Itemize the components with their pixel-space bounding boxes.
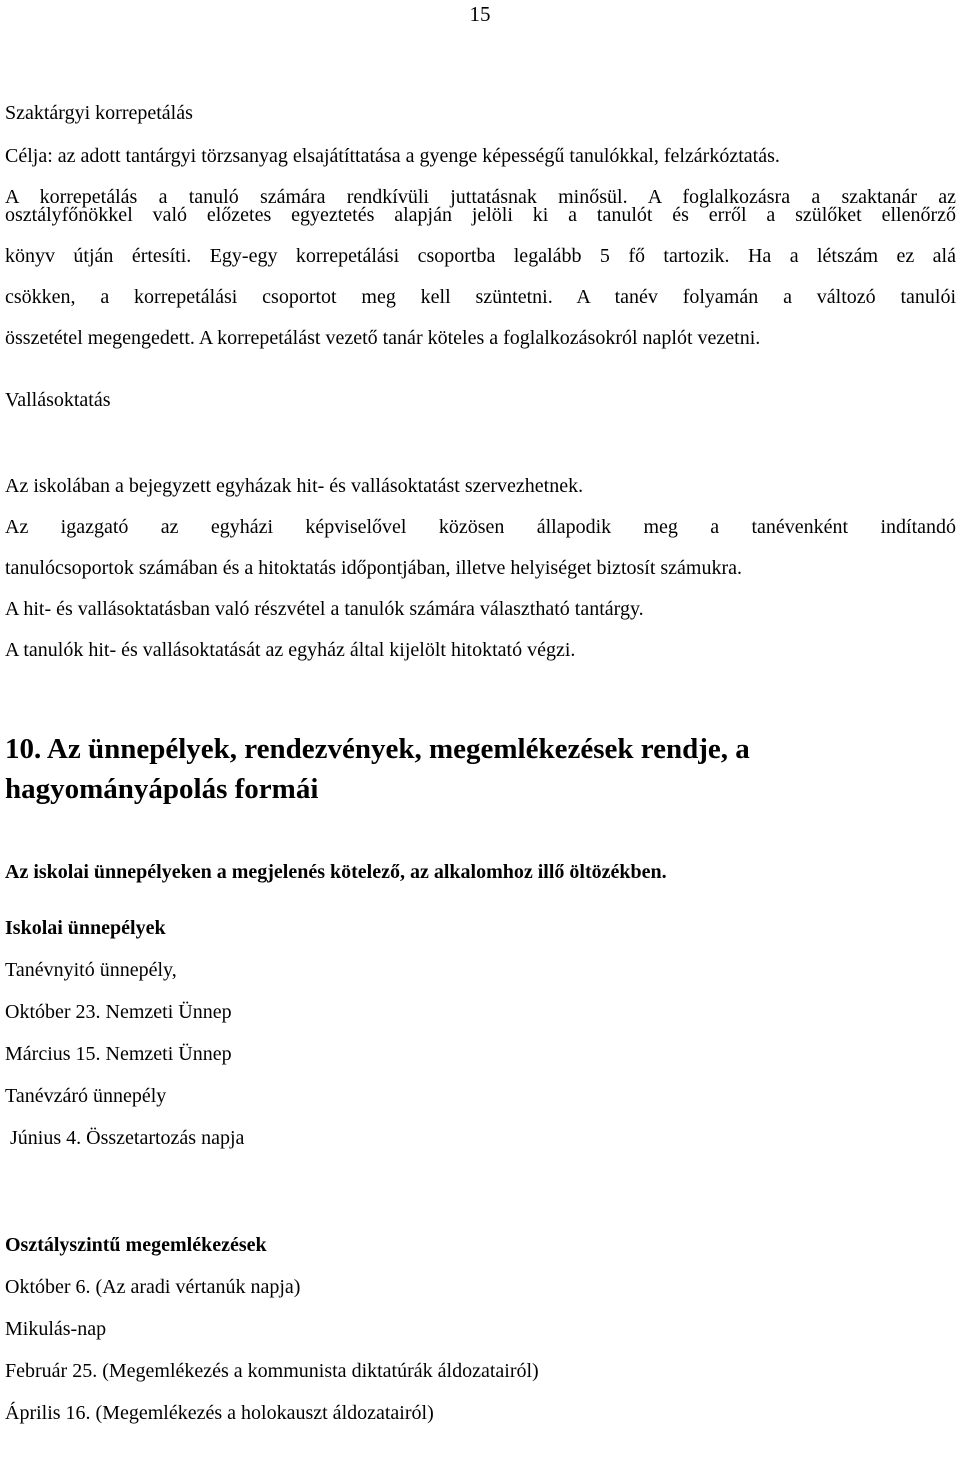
paragraph-line: tanulócsoportok számában és a hitoktatás időpontjában, illetve helyiséget biztosít számukra.: [5, 557, 743, 579]
paragraph-line: Célja: az adott tantárgyi törzsanyag elsajátíttatása a gyenge képességű tanulókkal, felzárkóztatás.: [5, 145, 780, 167]
paragraph-line: Az iskolában a bejegyzett egyházak hit- és vallásoktatást szervezhetnek.: [5, 475, 584, 497]
paragraph-line: csökken, a korrepetálási csoportot meg kell szüntetni. A tanév folyamán a változó tanulói: [5, 286, 956, 308]
paragraph-line: A korrepetálás a tanuló számára rendkívüli juttatásnak minősül. A foglalkozásra a szaktanár az: [5, 186, 956, 208]
school-events-title: Iskolai ünnepélyek: [5, 917, 166, 939]
list-item: Április 16. (Megemlékezés a holokauszt áldozatairól): [5, 1402, 434, 1424]
list-item: Június 4. Összetartozás napja: [5, 1127, 245, 1149]
paragraph-line: összetétel megengedett. A korrepetálást vezető tanár köteles a foglalkozásokról naplót vezetni.: [5, 327, 761, 349]
page-number: 15: [469, 2, 491, 26]
section-heading: 10. Az ünnepélyek, rendezvények, megemlékezések rendje, a: [5, 733, 750, 765]
paragraph-line: osztályfőnökkel való előzetes egyeztetés alapján jelöli ki a tanulót és erről a szülőket ellenőrző: [5, 204, 956, 226]
list-item: Tanévzáró ünnepély: [5, 1085, 167, 1107]
list-item: Mikulás-nap: [5, 1318, 107, 1340]
list-item: Október 6. (Az aradi vértanúk napja): [5, 1276, 301, 1298]
paragraph-line: A tanulók hit- és vallásoktatását az egyház által kijelölt hitoktató végzi.: [5, 639, 576, 661]
list-item: Tanévnyitó ünnepély,: [5, 959, 177, 981]
paragraph-line: Az igazgató az egyházi képviselővel közösen állapodik meg a tanévenként indítandó: [5, 516, 956, 538]
korrepetalas-title: Szaktárgyi korrepetálás: [5, 102, 193, 124]
class-events-title: Osztályszintű megemlékezések: [5, 1234, 267, 1256]
paragraph-line: A hit- és vallásoktatásban való részvétel a tanulók számára választható tantárgy.: [5, 598, 644, 620]
list-item: Március 15. Nemzeti Ünnep: [5, 1043, 232, 1065]
list-item: Október 23. Nemzeti Ünnep: [5, 1001, 232, 1023]
list-item: Február 25. (Megemlékezés a kommunista diktatúrák áldozatairól): [5, 1360, 539, 1382]
section-heading: hagyományápolás formái: [5, 773, 319, 805]
dress-rule: Az iskolai ünnepélyeken a megjelenés kötelező, az alkalomhoz illő öltözékben.: [5, 861, 667, 883]
paragraph-line: könyv útján értesíti. Egy-egy korrepetálási csoportba legalább 5 fő tartozik. Ha a létszám ez alá: [5, 245, 956, 267]
vallasoktatas-title: Vallásoktatás: [5, 389, 111, 411]
